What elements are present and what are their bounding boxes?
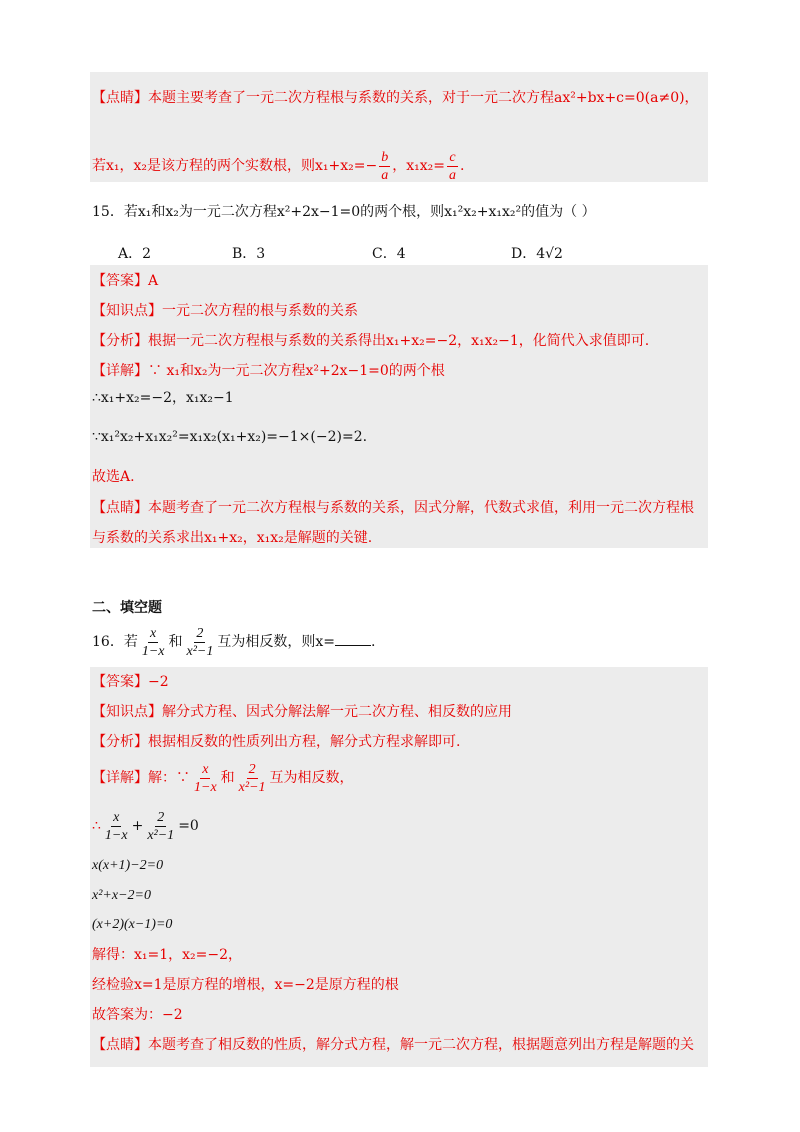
fraction-2-over-x2-minus-1 — [145, 809, 176, 844]
q15-choice-c: C．4 — [372, 246, 406, 262]
q14-dianjing-line2-mid: ，x₁x₂= — [392, 158, 445, 174]
q16-eq4: (x+2)(x−1)=0 — [92, 917, 173, 932]
equals-zero: =0 — [178, 818, 199, 834]
q16-eq2: x(x+1)−2=0 — [92, 858, 164, 873]
q16-knowledge: 【知识点】解分式方程、因式分解法解一元二次方程、相反数的应用 — [92, 704, 512, 720]
fraction-x-over-1-minus-x — [140, 625, 167, 660]
q16-stem-prefix: 16．若 — [92, 634, 138, 650]
fraction-numerator: 2 — [157, 809, 165, 825]
q16-detail-suffix: 互为相反数， — [269, 770, 354, 786]
q14-dianjing-line2-end: . — [459, 158, 465, 174]
q15-detail-4: 故选A. — [92, 469, 135, 485]
fraction-denominator: x²−1 — [147, 827, 175, 843]
fraction-x-over-1-minus-x — [103, 809, 130, 844]
fraction-denominator: x²−1 — [186, 643, 214, 659]
fraction-2-over-x2-minus-1 — [185, 625, 216, 660]
q16-detail-and: 和 — [220, 770, 235, 786]
fraction-numerator: x — [150, 625, 157, 641]
q16-eq1 — [92, 806, 199, 846]
fraction-denominator: 1−x — [194, 779, 217, 795]
fraction-x-over-1-minus-x — [192, 761, 219, 796]
q16-detail-prefix: 【详解】解：∵ — [92, 770, 190, 786]
q14-dianjing-line1: 【点睛】本题主要考查了一元二次方程根与系数的关系，对于一元二次方程ax²+bx+c=0(a≠0)， — [92, 90, 699, 106]
fraction-numerator: 2 — [196, 625, 204, 641]
q16-final: 故答案为：−2 — [92, 1007, 183, 1023]
q15-choice-a: A．2 — [118, 246, 152, 262]
fraction-denominator: a — [381, 167, 389, 183]
q15-choice-d: D．4√2 — [511, 246, 563, 262]
q16-analysis: 【分析】根据相反数的性质列出方程，解分式方程求解即可. — [92, 734, 461, 750]
q15-choice-b: B．3 — [232, 246, 266, 262]
q16-stem-end: . — [371, 634, 376, 650]
q14-dianjing-line2 — [92, 146, 464, 186]
q16-eq3: x²+x−2=0 — [92, 888, 151, 903]
q15-answer: 【答案】A — [92, 273, 159, 289]
q16-answer: 【答案】−2 — [92, 674, 169, 690]
fraction-numerator: b — [381, 149, 389, 165]
q16-stem — [92, 622, 375, 662]
plus-sign: + — [131, 818, 144, 834]
fraction-denominator: a — [448, 167, 456, 183]
q15-dianjing-2: 与系数的关系求出x₁+x₂，x₁x₂是解题的关键. — [92, 530, 373, 546]
q14-dianjing-line2-prefix: 若x₁，x₂是该方程的两个实数根，则x₁+x₂=− — [92, 158, 378, 174]
section-heading: 二、填空题 — [92, 600, 162, 616]
fraction-b-over-a — [379, 149, 390, 184]
answer-blank — [335, 631, 371, 646]
fraction-denominator: 1−x — [141, 643, 165, 659]
fraction-numerator: 2 — [248, 761, 256, 777]
q15-stem: 15．若x₁和x₂为一元二次方程x²+2x−1=0的两个根，则x₁²x₂+x₁x₂²的值为（ ） — [92, 204, 596, 220]
fraction-denominator: x²−1 — [238, 779, 266, 795]
q16-stem-and: 和 — [168, 634, 183, 650]
q15-detail-3: ∵x₁²x₂+x₁x₂²=x₁x₂(x₁+x₂)=−1×(−2)=2. — [92, 429, 368, 445]
fraction-numerator: x — [113, 809, 120, 825]
q15-detail-2: ∴x₁+x₂=−2，x₁x₂−1 — [92, 390, 234, 406]
q15-dianjing-1: 【点睛】本题考查了一元二次方程根与系数的关系，因式分解，代数式求值，利用一元二次方程根 — [92, 500, 694, 516]
q15-detail-1: 【详解】∵ x₁和x₂为一元二次方程x²+2x−1=0的两个根 — [92, 363, 445, 379]
fraction-denominator: 1−x — [104, 827, 128, 843]
q16-solve: 解得：x₁=1，x₂=−2， — [92, 947, 243, 963]
q15-analysis: 【分析】根据一元二次方程根与系数的关系得出x₁+x₂=−2，x₁x₂−1，化简代入求值即可. — [92, 333, 650, 349]
q16-dianjing: 【点睛】本题考查了相反数的性质，解分式方程，解一元二次方程，根据题意列出方程是解题的关 — [92, 1037, 694, 1053]
q15-knowledge: 【知识点】一元二次方程的根与系数的关系 — [92, 303, 358, 319]
fraction-2-over-x2-minus-1 — [237, 761, 268, 796]
q16-stem-suffix: 互为相反数，则x= — [217, 634, 335, 650]
q16-check: 经检验x=1是原方程的增根，x=−2是原方程的根 — [92, 977, 399, 993]
fraction-numerator: x — [202, 761, 209, 777]
fraction-numerator: c — [449, 149, 456, 165]
therefore-symbol: ∴ — [92, 818, 101, 834]
fraction-c-over-a — [447, 149, 458, 184]
q16-detail-header — [92, 758, 354, 798]
